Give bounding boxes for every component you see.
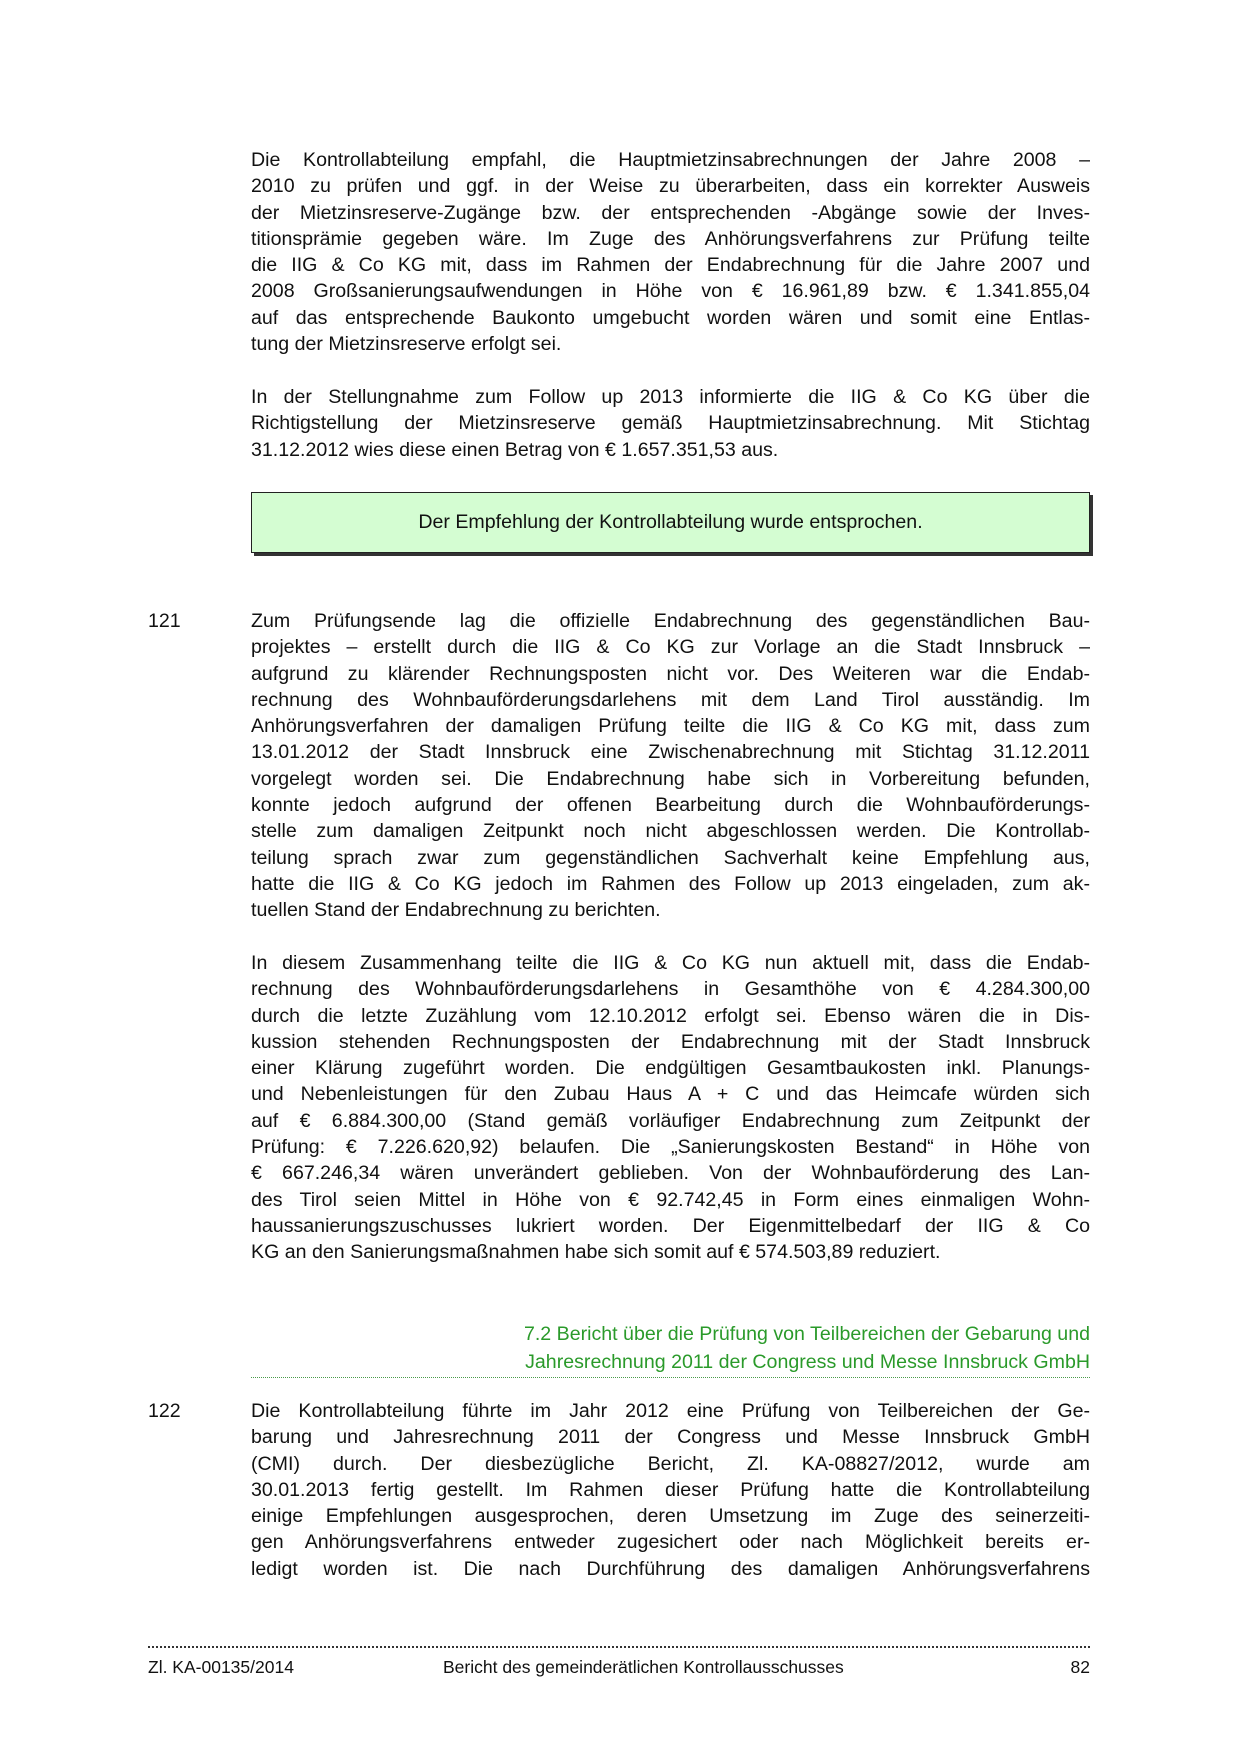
text-line: haussanierungszuschusses lukriert worden. Der Eigenmittelbedarf der IIG & Co bbox=[251, 1214, 1090, 1237]
text-line: 2010 zu prüfen und ggf. in der Weise zu überarbeiten, dass ein korrekter Ausweis bbox=[251, 175, 1090, 198]
footer-divider bbox=[148, 1646, 1090, 1648]
text-line: KG an den Sanierungsmaßnahmen habe sich somit auf € 574.503,89 reduziert. bbox=[251, 1241, 941, 1264]
paragraph-121-update bbox=[251, 950, 1090, 1266]
text-line: tung der Mietzinsreserve erfolgt sei. bbox=[251, 333, 562, 356]
section-heading-line-2: Jahresrechnung 2011 der Congress und Messe Innsbruck GmbH bbox=[525, 1351, 1090, 1373]
text-line: der Mietzinsreserve-Zugänge bzw. der entsprechenden -Abgänge sowie der Inves- bbox=[251, 201, 1090, 224]
heading-divider bbox=[251, 1377, 1090, 1378]
text-line: titionsprämie gegeben wäre. Im Zuge des Anhörungsverfahrens zur Prüfung teilte bbox=[251, 227, 1090, 250]
text-line: 30.01.2013 fertig gestellt. Im Rahmen dieser Prüfung hatte die Kontrollabteilung bbox=[251, 1478, 1090, 1501]
text-line: Anhörungsverfahren der damaligen Prüfung teilte die IIG & Co KG mit, dass zum bbox=[251, 715, 1090, 738]
text-line: auf das entsprechende Baukonto umgebucht worden wären und somit eine Entlas- bbox=[251, 306, 1090, 329]
text-line: projektes – erstellt durch die IIG & Co KG zur Vorlage an die Stadt Innsbruck – bbox=[251, 636, 1090, 659]
text-line: stelle zum damaligen Zeitpunkt noch nicht abgeschlossen werden. Die Kontrollab- bbox=[251, 820, 1090, 843]
paragraph-number-122: 122 bbox=[148, 1400, 181, 1422]
text-line: kussion stehenden Rechnungsposten der Endabrechnung mit der Stadt Innsbruck bbox=[251, 1030, 1090, 1053]
footer-title: Bericht des gemeinderätlichen Kontrollausschusses bbox=[443, 1657, 844, 1677]
text-line: ledigt worden ist. Die nach Durchführung des damaligen Anhörungsverfahrens bbox=[251, 1557, 1090, 1580]
text-line: barung und Jahresrechnung 2011 der Congress und Messe Innsbruck GmbH bbox=[251, 1426, 1090, 1449]
paragraph-122 bbox=[251, 1398, 1090, 1582]
section-heading-line-1: 7.2 Bericht über die Prüfung von Teilbereichen der Gebarung und bbox=[523, 1323, 1090, 1345]
text-line: 2008 Großsanierungsaufwendungen in Höhe von € 16.961,89 bzw. € 1.341.855,04 bbox=[251, 280, 1090, 303]
text-line: einige Empfehlungen ausgesprochen, deren Umsetzung im Zuge des seinerzeiti- bbox=[251, 1505, 1090, 1528]
text-line: konnte jedoch aufgrund der offenen Bearbeitung durch die Wohnbauförderungs- bbox=[251, 794, 1090, 817]
text-line: In der Stellungnahme zum Follow up 2013 informierte die IIG & Co KG über die bbox=[251, 386, 1090, 408]
paragraph-number-121: 121 bbox=[148, 610, 181, 632]
footer-reference: Zl. KA-00135/2014 bbox=[148, 1657, 294, 1677]
text-line: 31.12.2012 wies diese einen Betrag von € 1.657.351,53 aus. bbox=[251, 438, 779, 461]
page-number: 82 bbox=[1070, 1657, 1090, 1677]
section-heading bbox=[251, 1320, 1090, 1376]
recommendation-status-box bbox=[251, 492, 1090, 553]
text-line: teilung sprach zwar zum gegenständlichen Sachverhalt keine Empfehlung aus, bbox=[251, 846, 1090, 869]
text-line: auf € 6.884.300,00 (Stand gemäß vorläufiger Endabrechnung zum Zeitpunkt der bbox=[251, 1109, 1090, 1132]
text-line: Die Kontrollabteilung führte im Jahr 2012 eine Prüfung von Teilbereichen der Ge- bbox=[251, 1400, 1090, 1422]
text-line: € 667.246,34 wären unverändert geblieben. Von der Wohnbauförderung des Lan- bbox=[251, 1162, 1090, 1185]
recommendation-status-text: Der Empfehlung der Kontrollabteilung wurde entsprochen. bbox=[418, 511, 923, 533]
text-line: durch die letzte Zuzählung vom 12.10.2012 erfolgt sei. Ebenso wären die in Dis- bbox=[251, 1004, 1090, 1027]
text-line: Die Kontrollabteilung empfahl, die Hauptmietzinsabrechnungen der Jahre 2008 – bbox=[251, 149, 1090, 171]
text-line: gen Anhörungsverfahrens entweder zugesichert oder nach Möglichkeit bereits er- bbox=[251, 1531, 1090, 1554]
text-line: Richtigstellung der Mietzinsreserve gemäß Hauptmietzinsabrechnung. Mit Stichtag bbox=[251, 412, 1090, 435]
text-line: hatte die IIG & Co KG jedoch im Rahmen des Follow up 2013 eingeladen, zum ak- bbox=[251, 872, 1090, 895]
text-line: einer Klärung zugeführt worden. Die endgültigen Gesamtbaukosten inkl. Planungs- bbox=[251, 1057, 1090, 1080]
text-line: aufgrund zu klärender Rechnungsposten nicht vor. Des Weiteren war die Endab- bbox=[251, 662, 1090, 685]
text-line: Zum Prüfungsende lag die offizielle Endabrechnung des gegenständlichen Bau- bbox=[251, 610, 1090, 632]
paragraph-121 bbox=[251, 608, 1090, 924]
text-line: des Tirol seien Mittel in Höhe von € 92.742,45 in Form eines einmaligen Wohn- bbox=[251, 1188, 1090, 1211]
text-line: 13.01.2012 der Stadt Innsbruck eine Zwischenabrechnung mit Stichtag 31.12.2011 bbox=[251, 741, 1090, 764]
paragraph-recommendation bbox=[251, 147, 1090, 357]
text-line: vorgelegt worden sei. Die Endabrechnung habe sich in Vorbereitung befunden, bbox=[251, 767, 1090, 790]
text-line: rechnung des Wohnbauförderungsdarlehens mit dem Land Tirol ausständig. Im bbox=[251, 688, 1090, 711]
text-line: tuellen Stand der Endabrechnung zu berichten. bbox=[251, 899, 661, 922]
text-line: die IIG & Co KG mit, dass im Rahmen der Endabrechnung für die Jahre 2007 und bbox=[251, 254, 1090, 277]
text-line: (CMI) durch. Der diesbezügliche Bericht, Zl. KA-08827/2012, wurde am bbox=[251, 1452, 1090, 1475]
text-line: In diesem Zusammenhang teilte die IIG & Co KG nun aktuell mit, dass die Endab- bbox=[251, 952, 1090, 974]
text-line: Prüfung: € 7.226.620,92) belaufen. Die „Sanierungskosten Bestand“ in Höhe von bbox=[251, 1136, 1090, 1159]
paragraph-follow-up-statement bbox=[251, 384, 1090, 463]
text-line: und Nebenleistungen für den Zubau Haus A + C und das Heimcafe würden sich bbox=[251, 1083, 1090, 1106]
text-line: rechnung des Wohnbauförderungsdarlehens in Gesamthöhe von € 4.284.300,00 bbox=[251, 978, 1090, 1001]
